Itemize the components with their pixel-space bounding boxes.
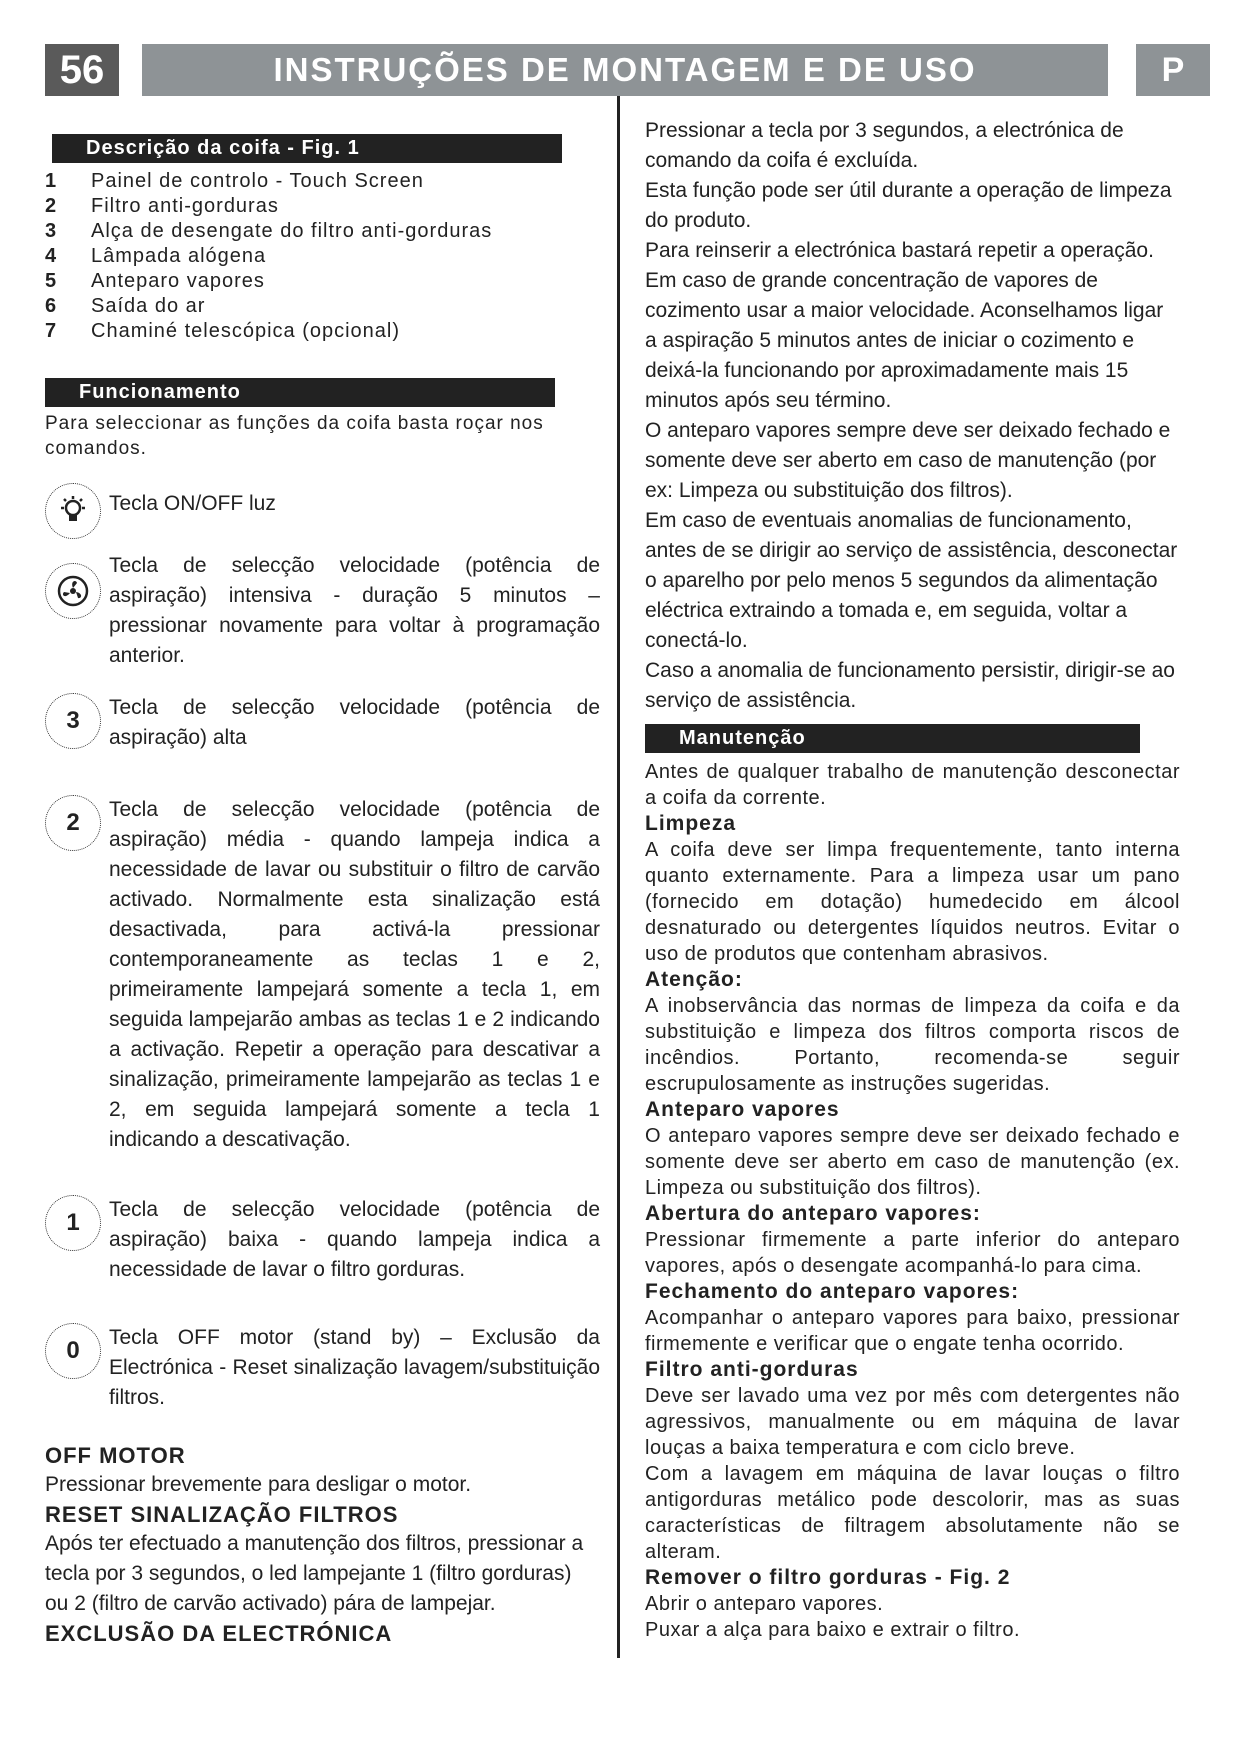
- right-column: [645, 116, 1180, 1643]
- list-item: 6 Saída do ar: [45, 295, 206, 317]
- page-number: 56: [45, 44, 119, 96]
- key-intensive-row: [45, 551, 600, 671]
- key-speed-3-text: Tecla de selecção velocidade (potência de aspiração) alta: [109, 696, 600, 749]
- number-1-icon: 1: [45, 1195, 101, 1251]
- grease-filter-heading: Filtro anti-gorduras: [645, 1358, 859, 1381]
- column-divider: [617, 96, 620, 1658]
- parts-list: [45, 169, 600, 344]
- list-item: 3 Alça de desengate do filtro anti-gorduras: [45, 220, 493, 242]
- language-tab: P: [1136, 44, 1210, 96]
- paragraph: Caso a anomalia de funcionamento persistir, dirigir-se ao serviço de assistência.: [645, 659, 1175, 712]
- cleaning-text: A coifa deve ser limpa frequentemente, tanto interna quanto externamente. Para a limpeza usar um pano (fornecido em dotação) humedecido em álcool desnaturado ou detergentes líquidos neutros. Evitar o uso de produtos que contenham abrasivos.: [645, 839, 1180, 965]
- list-item: 5 Anteparo vapores: [45, 270, 265, 292]
- list-item: 4 Lâmpada alógena: [45, 245, 267, 267]
- fan-icon: [45, 563, 101, 619]
- remove-filter-step-1: Abrir o anteparo vapores.: [645, 1593, 884, 1615]
- paragraph: Para reinserir a electrónica bastará repetir a operação.: [645, 239, 1154, 262]
- opening-heading: Abertura do anteparo vapores:: [645, 1202, 981, 1225]
- reset-text: Após ter efectuado a manutenção dos filtros, pressionar a tecla por 3 segundos, o led lampejante 1 (filtro gorduras) ou 2 (filtro de carvão activado) pára de lampejar.: [45, 1532, 584, 1615]
- exclusion-heading: EXCLUSÃO DA ELECTRÓNICA: [45, 1621, 393, 1646]
- key-speed-1-text: Tecla de selecção velocidade (potência de aspiração) baixa - quando lampeja indica a necessidade de lavar o filtro gorduras.: [109, 1198, 600, 1281]
- key-speed-3-row: [45, 693, 600, 753]
- light-bulb-icon: [45, 483, 101, 539]
- number-0-icon: 0: [45, 1323, 101, 1379]
- maintenance-intro: Antes de qualquer trabalho de manutenção desconectar a coifa da corrente.: [645, 761, 1180, 809]
- grease-filter-text-2: Com a lavagem em máquina de lavar louças o filtro antigorduras metálico pode descolorir, mas as suas características de filtragem absolutamente não se alteram.: [645, 1463, 1180, 1563]
- key-light-row: [45, 483, 600, 539]
- attention-text: A inobservância das normas de limpeza da coifa e da substituição e limpeza dos filtros comporta riscos de incêndios. Portanto, recomenda-se seguir escrupulosamente as instruções sugeridas.: [645, 995, 1180, 1095]
- paragraph: Esta função pode ser útil durante a operação de limpeza do produto.: [645, 179, 1172, 232]
- operation-heading: Funcionamento: [45, 378, 555, 407]
- opening-text: Pressionar firmemente a parte inferior do anteparo vapores, após o desengate acompanhá-lo para cima.: [645, 1229, 1180, 1277]
- closing-text: Acompanhar o anteparo vapores para baixo, pressionar firmemente e verificar que o engate tenha ocorrido.: [645, 1307, 1180, 1355]
- description-heading: Descrição da coifa - Fig. 1: [52, 134, 562, 163]
- key-speed-1-row: [45, 1195, 600, 1285]
- maintenance-heading: Manutenção: [645, 724, 1140, 753]
- grease-filter-text: Deve ser lavado uma vez por mês com detergentes não agressivos, manualmente ou em máquina de lavar louças a baixa temperatura e com ciclo breve.: [645, 1385, 1180, 1459]
- key-intensive-text: Tecla de selecção velocidade (potência de aspiração) intensiva - duração 5 minutos – pressionar novamente para voltar à programação anterior.: [109, 554, 600, 667]
- attention-heading: Atenção:: [645, 968, 743, 991]
- left-column: [45, 134, 600, 1648]
- key-speed-2-text: Tecla de selecção velocidade (potência de aspiração) média - quando lampeja indica a necessidade de lavar ou substituir o filtro de carvão activado. Normalmente esta sinalização está desactivada, para activá-la pressionar contemporaneamente as teclas 1 e 2, primeiramente lampejará somente a tecla 1, em seguida lampejarão ambas as teclas 1 e 2 indicando a activação. Repetir a operação para descativar a sinalização, primeiramente lampejarão as teclas 1 e 2, em seguida lampejará somente a tecla 1 indicando a descativação.: [109, 798, 600, 1151]
- key-light-text: Tecla ON/OFF luz: [109, 492, 276, 515]
- closing-heading: Fechamento do anteparo vapores:: [645, 1280, 1020, 1303]
- off-motor-heading: OFF MOTOR: [45, 1443, 186, 1468]
- paragraph: Em caso de grande concentração de vapores de cozimento usar a maior velocidade. Aconselhamos ligar a aspiração 5 minutos antes de iniciar o cozimento e deixá-la funcionando por aproximadamente mais 15 minutos após seu término.: [645, 269, 1164, 412]
- number-2-icon: 2: [45, 795, 101, 851]
- paragraph: O anteparo vapores sempre deve ser deixado fechado e somente deve ser aberto em caso de manutenção (por ex: Limpeza ou substituição dos filtros).: [645, 419, 1171, 502]
- remove-filter-step-2: Puxar a alça para baixo e extrair o filtro.: [645, 1619, 1021, 1641]
- reset-heading: RESET SINALIZAÇÃO FILTROS: [45, 1502, 399, 1527]
- off-motor-text: Pressionar brevemente para desligar o motor.: [45, 1473, 472, 1496]
- key-off-row: [45, 1323, 600, 1413]
- page-title: INSTRUÇÕES DE MONTAGEM E DE USO: [142, 44, 1108, 96]
- paragraph: Pressionar a tecla por 3 segundos, a electrónica de comando da coifa é excluída.: [645, 119, 1124, 172]
- vapor-shield-heading: Anteparo vapores: [645, 1098, 840, 1121]
- key-off-text: Tecla OFF motor (stand by) – Exclusão da Electrónica - Reset sinalização lavagem/substituição filtros.: [109, 1326, 600, 1409]
- list-item: 1 Painel de controlo - Touch Screen: [45, 170, 424, 192]
- list-item: 7 Chaminé telescópica (opcional): [45, 320, 401, 342]
- remove-filter-heading: Remover o filtro gorduras - Fig. 2: [645, 1566, 1011, 1589]
- operation-intro: Para seleccionar as funções da coifa basta roçar nos comandos.: [45, 413, 544, 459]
- vapor-shield-text: O anteparo vapores sempre deve ser deixado fechado e somente deve ser aberto em caso de manutenção (ex. Limpeza ou substituição dos filtros).: [645, 1125, 1180, 1199]
- number-3-icon: 3: [45, 693, 101, 749]
- list-item: 2 Filtro anti-gorduras: [45, 195, 279, 217]
- paragraph: Em caso de eventuais anomalias de funcionamento, antes de se dirigir ao serviço de assistência, desconectar o aparelho por pelo menos 5 segundos da alimentação eléctrica extraindo a tomada e, em seguida, voltar a conectá-lo.: [645, 509, 1178, 652]
- key-speed-2-row: [45, 795, 600, 1155]
- cleaning-heading: Limpeza: [645, 812, 737, 835]
